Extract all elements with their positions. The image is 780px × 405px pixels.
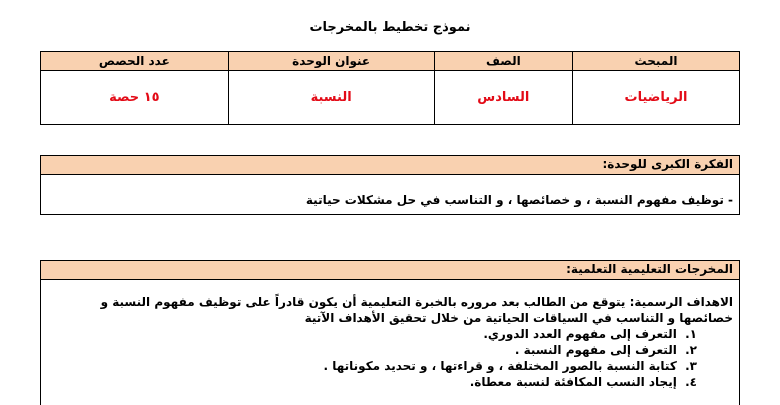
header-lesson-count: عدد الحصص: [41, 52, 229, 71]
outcomes-intro: الاهداف الرسمية: يتوقع من الطالب بعد مروره بالخبرة التعليمية أن يكون قادراً على توظيف مفهوم النسبة و خصائصها و التناسب في السياقات الحياتية من خلال تحقيق الأهداف الآتية: [100, 295, 733, 325]
value-lesson-count: ١٥ حصة: [41, 71, 229, 125]
goals-list: [47, 326, 733, 390]
list-item: [47, 342, 697, 358]
header-subject: المبحث: [573, 52, 740, 71]
value-grade: السادس: [434, 71, 572, 125]
list-item: [47, 374, 697, 390]
big-idea-heading: الفكرة الكبرى للوحدة:: [41, 156, 739, 175]
goal-text: التعرف إلى مفهوم العدد الدوري.: [483, 327, 677, 341]
goal-number: ٢.: [685, 343, 697, 357]
table-header-row: [41, 52, 740, 71]
unit-info-table: [40, 51, 740, 125]
list-item: [47, 326, 697, 342]
big-idea-text: - توظيف مفهوم النسبة ، و خصائصها ، و التناسب في حل مشكلات حياتية: [305, 193, 733, 207]
table-row: [41, 71, 740, 125]
header-grade: الصف: [434, 52, 572, 71]
goal-text: إيجاد النسب المكافئة لنسبة معطاة.: [469, 375, 677, 389]
page-title: نموذج تخطيط بالمخرجات: [309, 20, 471, 35]
goal-text: التعرف إلى مفهوم النسبة .: [514, 343, 677, 357]
value-unit-title: النسبة: [228, 71, 434, 125]
goal-text: كتابة النسبة بالصور المختلفة ، و قراءتها ، و تحديد مكوناتها .: [323, 359, 677, 373]
outcomes-heading: المخرجات التعليمية التعلمية:: [41, 261, 739, 280]
big-idea-section: [40, 155, 740, 215]
list-item: [47, 358, 697, 374]
value-subject: الرياضيات: [573, 71, 740, 125]
goal-number: ٣.: [685, 359, 697, 373]
goal-number: ١.: [685, 327, 697, 341]
goal-number: ٤.: [685, 375, 697, 389]
outcomes-body: [41, 280, 739, 398]
header-unit-title: عنوان الوحدة: [228, 52, 434, 71]
outcomes-section: [40, 260, 740, 405]
